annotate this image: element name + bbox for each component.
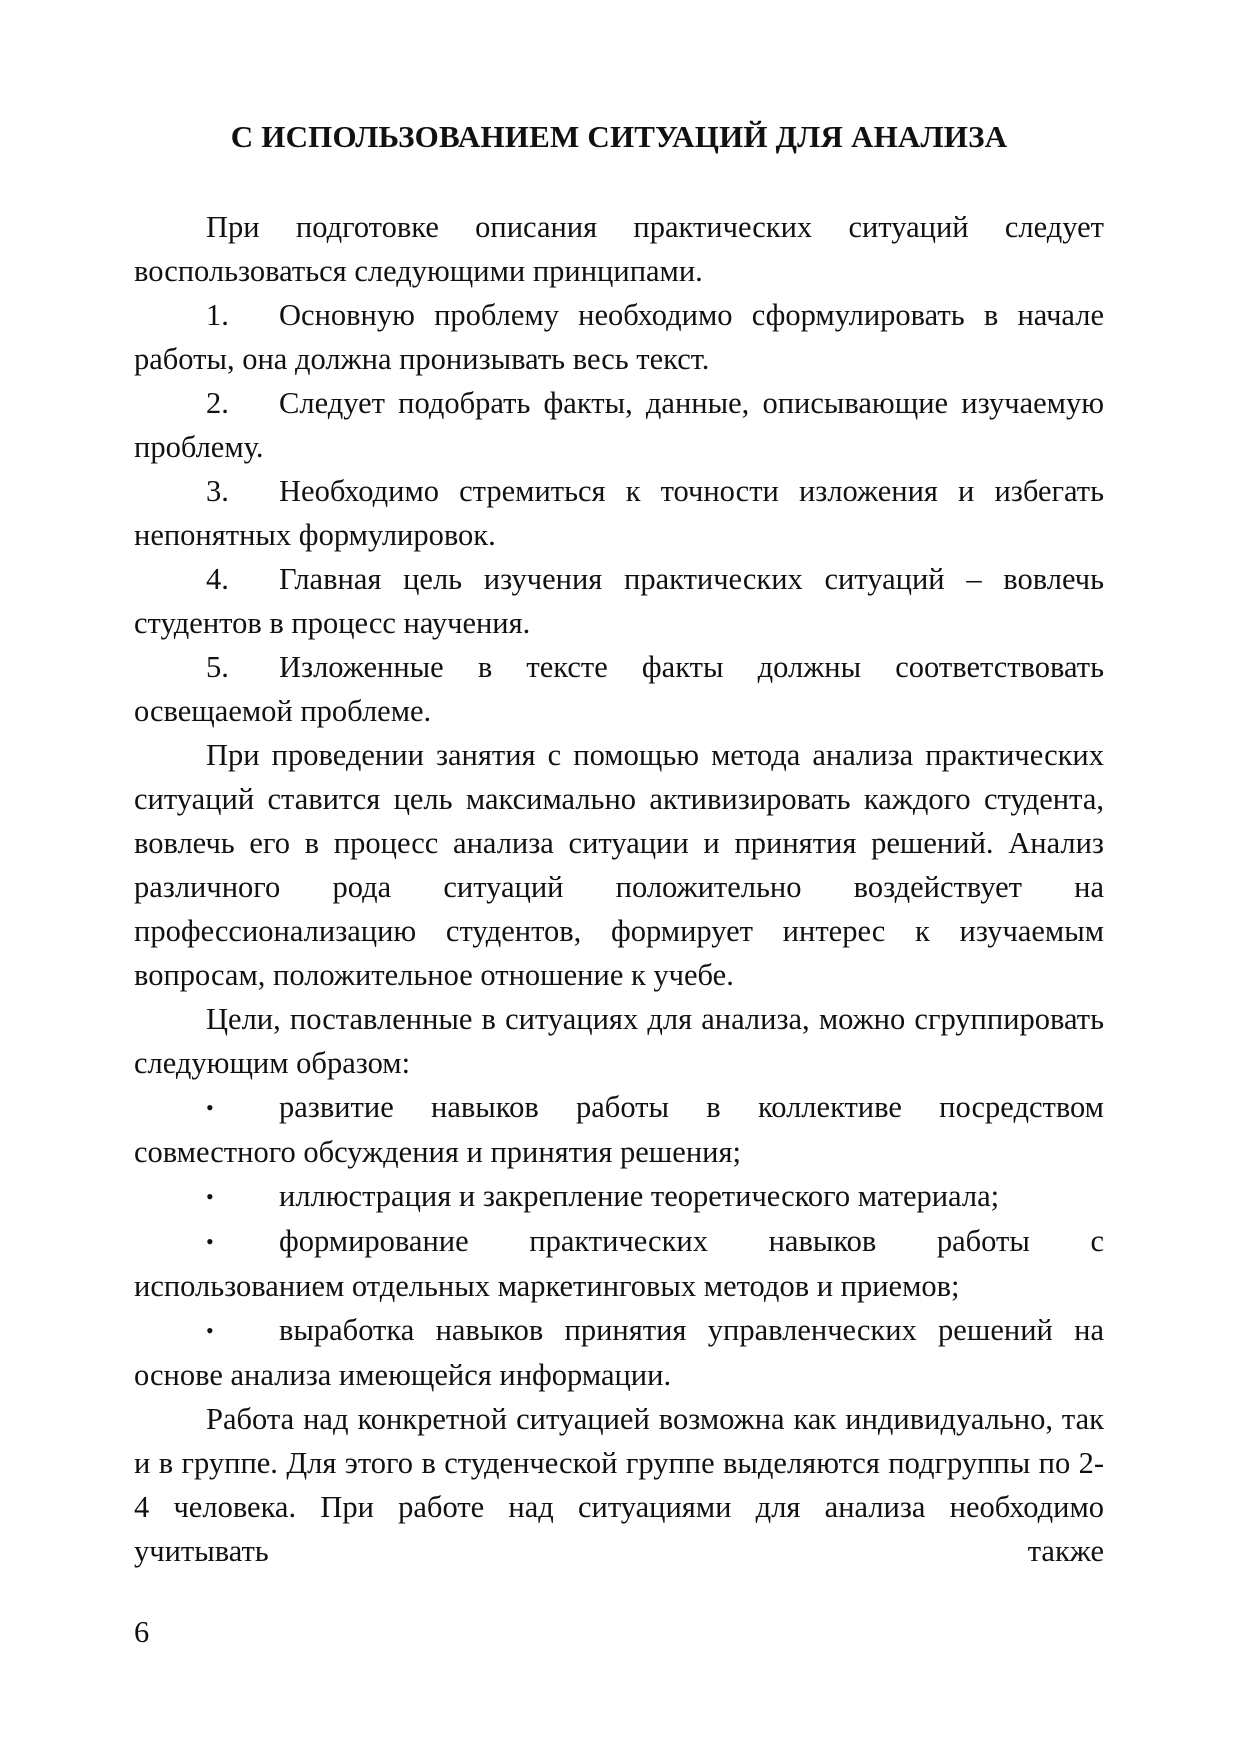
bullet-icon: • (206, 1318, 214, 1343)
principle-number: 2. (206, 386, 229, 420)
page-number: 6 (134, 1615, 150, 1649)
goal-bullet-item (134, 1219, 1104, 1308)
goal-bullet-item (134, 1085, 1104, 1174)
goal-text: развитие навыков работы в коллективе посредством совместного обсуждения и принятия решения; (134, 1090, 1104, 1169)
work-paragraph: Работа над конкретной ситуацией возможна как индивидуально, так и в группе. Для этого в студенческой группе выделяются подгруппы по 2-4 человека. При работе над ситуациями для анализа необходимо учитывать также (134, 1402, 1104, 1568)
bullet-icon: • (206, 1229, 214, 1254)
goals-intro-paragraph: Цели, поставленные в ситуациях для анализа, можно сгруппировать следующим образом: (134, 1002, 1104, 1080)
principle-number: 1. (206, 298, 229, 332)
principle-item (134, 557, 1104, 645)
goal-text: выработка навыков принятия управленческих решений на основе анализа имеющейся информации. (134, 1313, 1104, 1392)
principle-number: 5. (206, 650, 229, 684)
principle-text: Главная цель изучения практических ситуаций – вовлечь студентов в процесс научения. (134, 562, 1104, 640)
principle-text: Необходимо стремиться к точности изложения и избегать непонятных формулировок. (134, 474, 1104, 552)
goal-bullet-item (134, 1174, 1104, 1219)
section-heading: С ИСПОЛЬЗОВАНИЕМ СИТУАЦИЙ ДЛЯ АНАЛИЗА (230, 119, 1008, 154)
goal-text: иллюстрация и закрепление теоретического материала; (279, 1179, 1000, 1213)
page-content (134, 205, 1104, 1573)
intro-paragraph: При подготовке описания практических ситуаций следует воспользоваться следующими принципами. (134, 210, 1104, 288)
principle-item (134, 381, 1104, 469)
principle-text: Изложенные в тексте факты должны соответствовать освещаемой проблеме. (134, 650, 1104, 728)
principle-number: 3. (206, 474, 229, 508)
goal-text: формирование практических навыков работы с использованием отдельных маркетинговых методов и приемов; (134, 1224, 1104, 1303)
principle-item (134, 645, 1104, 733)
principle-item (134, 293, 1104, 381)
principle-text: Основную проблему необходимо сформулировать в начале работы, она должна пронизывать весь текст. (134, 298, 1104, 376)
method-paragraph: При проведении занятия с помощью метода анализа практических ситуаций ставится цель максимально активизировать каждого студента, вовлечь его в процесс анализа ситуации и принятия решений. Анализ различного рода ситуаций положительно воздействует на профессионализацию студентов, формирует интерес к изучаемым вопросам, положительное отношение к учебе. (134, 738, 1104, 992)
goal-bullet-item (134, 1308, 1104, 1397)
principle-text: Следует подобрать факты, данные, описывающие изучаемую проблему. (134, 386, 1104, 464)
bullet-icon: • (206, 1095, 214, 1120)
principle-number: 4. (206, 562, 229, 596)
bullet-icon: • (206, 1184, 214, 1209)
principle-item (134, 469, 1104, 557)
